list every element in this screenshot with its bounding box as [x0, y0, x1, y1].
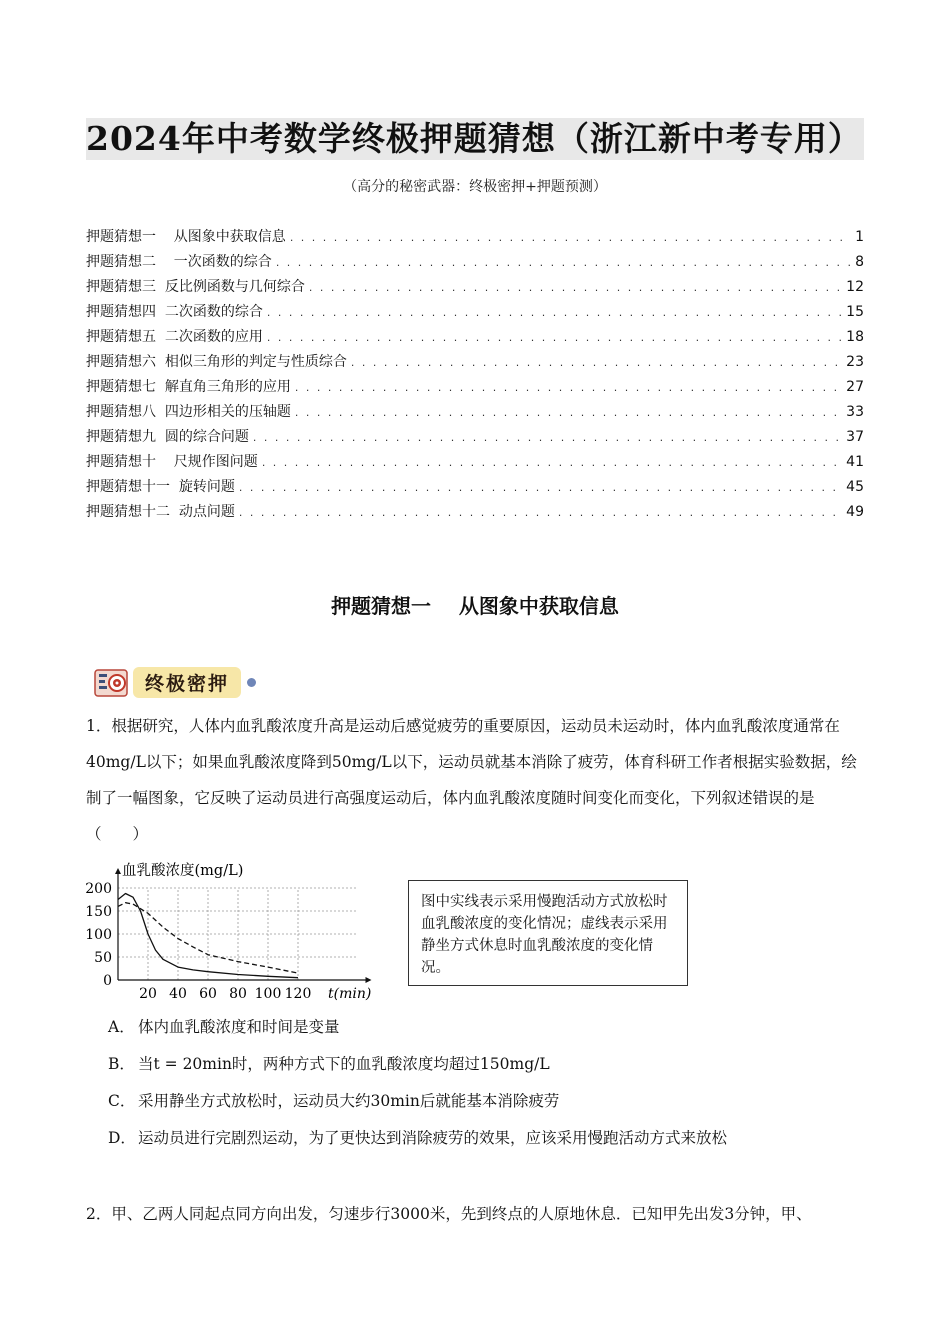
- toc-page-number: 45: [846, 479, 864, 495]
- y-axis-arrow: [115, 868, 121, 874]
- toc-entry-title: 押题猜想四 二次函数的综合: [86, 304, 263, 320]
- toc-entry-title: 押题猜想九 圆的综合问题: [86, 429, 249, 445]
- toc-entry-title: 押题猜想七 解直角三角形的应用: [86, 379, 291, 395]
- toc-entry[interactable]: [86, 226, 864, 251]
- toc-entry-title: 押题猜想五 二次函数的应用: [86, 329, 263, 345]
- x-tick-label: 100: [254, 986, 282, 1002]
- section-heading: 押题猜想一 从图象中获取信息: [331, 594, 619, 618]
- y-tick-label: 200: [85, 881, 112, 897]
- question-text: 根据研究，人体内血乳酸浓度升高是运动后感觉疲劳的重要原因，运动员未运动时，体内血乳酸浓度通常在40mg/L以下；如果血乳酸浓度降到50mg/L以下，运动员就基本消除了疲劳，体育科研工作者根据实验数据，绘制了一幅图象，它反映了运动员进行高强度运动后，体内血乳酸浓度随时间变化而变化，下列叙述错误的是（ ）: [86, 717, 857, 843]
- toc-page-number: 27: [846, 379, 864, 395]
- toc-page-number: 18: [846, 329, 864, 345]
- toc-entry[interactable]: [86, 376, 864, 401]
- document-title: 2024年中考数学终极押题猜想（浙江新中考专用）: [86, 118, 864, 160]
- toc-entry[interactable]: [86, 451, 864, 476]
- question-2: [86, 1196, 866, 1232]
- toc-entry-title: 押题猜想二 一次函数的综合: [86, 254, 272, 270]
- target-icon: [93, 664, 129, 700]
- toc-dot-leader: [267, 331, 842, 344]
- y-tick-label: 50: [94, 950, 112, 966]
- toc-dot-leader: [295, 406, 842, 419]
- option-text: 采用静坐方式放松时，运动员大约30min后就能基本消除疲劳: [138, 1092, 560, 1110]
- y-axis-title: 血乳酸浓度(mg/L): [122, 863, 244, 879]
- toc-entry[interactable]: [86, 251, 864, 276]
- option-letter: C．: [108, 1092, 136, 1110]
- toc-page-number: 8: [855, 254, 864, 270]
- toc-entry[interactable]: [86, 301, 864, 326]
- toc-page-number: 49: [846, 504, 864, 520]
- toc-entry-title: 押题猜想一 从图象中获取信息: [86, 229, 286, 245]
- toc-dot-leader: [253, 431, 842, 444]
- x-tick-label: 20: [139, 986, 157, 1002]
- option-letter: D．: [108, 1129, 136, 1147]
- answer-option[interactable]: [108, 1010, 727, 1047]
- toc-page-number: 12: [846, 279, 864, 295]
- table-of-contents: [86, 226, 864, 526]
- toc-page-number: 33: [846, 404, 864, 420]
- toc-entry-title: 押题猜想六 相似三角形的判定与性质综合: [86, 354, 347, 370]
- answer-option[interactable]: [108, 1047, 727, 1084]
- answer-option[interactable]: [108, 1121, 727, 1158]
- chart-note: 图中实线表示采用慢跑活动方式放松时血乳酸浓度的变化情况；虚线表示采用静坐方式休息时血乳酸浓度的变化情况。: [408, 880, 688, 986]
- x-axis-arrow: [366, 977, 372, 983]
- question-number: 2．: [86, 1205, 112, 1223]
- document-subtitle: （高分的秘密武器：终极密押+押题预测）: [343, 179, 607, 195]
- option-text: 体内血乳酸浓度和时间是变量: [138, 1018, 340, 1036]
- x-tick-label: 80: [229, 986, 247, 1002]
- toc-dot-leader: [290, 231, 851, 244]
- toc-dot-leader: [295, 381, 842, 394]
- toc-dot-leader: [309, 281, 842, 294]
- x-tick-label: 40: [169, 986, 187, 1002]
- toc-entry-title: 押题猜想十 尺规作图问题: [86, 454, 258, 470]
- toc-page-number: 15: [846, 304, 864, 320]
- blood-lactate-chart: [84, 855, 384, 1005]
- toc-entry-title: 押题猜想十一 旋转问题: [86, 479, 235, 495]
- toc-dot-leader: [239, 506, 842, 519]
- question-number: 1．: [86, 717, 112, 735]
- toc-entry[interactable]: [86, 401, 864, 426]
- toc-page-number: 1: [855, 229, 864, 245]
- y-tick-label: 100: [85, 927, 112, 943]
- x-tick-label: 120: [284, 986, 312, 1002]
- question-1: [86, 708, 866, 852]
- badge-dot: [247, 678, 256, 687]
- option-letter: B．: [108, 1055, 135, 1073]
- y-tick-label: 0: [103, 973, 112, 989]
- toc-page-number: 41: [846, 454, 864, 470]
- y-tick-label: 150: [85, 904, 112, 920]
- toc-entry[interactable]: [86, 276, 864, 301]
- answer-options: [108, 1010, 727, 1158]
- x-tick-label: 60: [199, 986, 217, 1002]
- toc-dot-leader: [267, 306, 842, 319]
- toc-page-number: 23: [846, 354, 864, 370]
- toc-page-number: 37: [846, 429, 864, 445]
- toc-entry[interactable]: [86, 476, 864, 501]
- badge-label: 终极密押: [133, 667, 241, 698]
- toc-dot-leader: [351, 356, 842, 369]
- toc-entry-title: 押题猜想八 四边形相关的压轴题: [86, 404, 291, 420]
- toc-entry[interactable]: [86, 326, 864, 351]
- x-axis-title: t(min): [328, 986, 372, 1002]
- option-text: 运动员进行完剧烈运动，为了更快达到消除疲劳的效果，应该采用慢跑活动方式来放松: [138, 1129, 728, 1147]
- toc-dot-leader: [276, 256, 851, 269]
- answer-option[interactable]: [108, 1084, 727, 1121]
- option-letter: A．: [108, 1018, 135, 1036]
- toc-dot-leader: [262, 456, 842, 469]
- option-text: 当t = 20min时，两种方式下的血乳酸浓度均超过150mg/L: [138, 1055, 550, 1073]
- toc-entry-title: 押题猜想三 反比例函数与几何综合: [86, 279, 305, 295]
- question-text: 甲、乙两人同起点同方向出发，匀速步行3000米，先到终点的人原地休息．已知甲先出发3分钟，甲、: [111, 1205, 812, 1223]
- toc-dot-leader: [239, 481, 842, 494]
- toc-entry[interactable]: [86, 501, 864, 526]
- section-badge: [93, 664, 256, 700]
- toc-entry[interactable]: [86, 426, 864, 451]
- toc-entry-title: 押题猜想十二 动点问题: [86, 504, 235, 520]
- toc-entry[interactable]: [86, 351, 864, 376]
